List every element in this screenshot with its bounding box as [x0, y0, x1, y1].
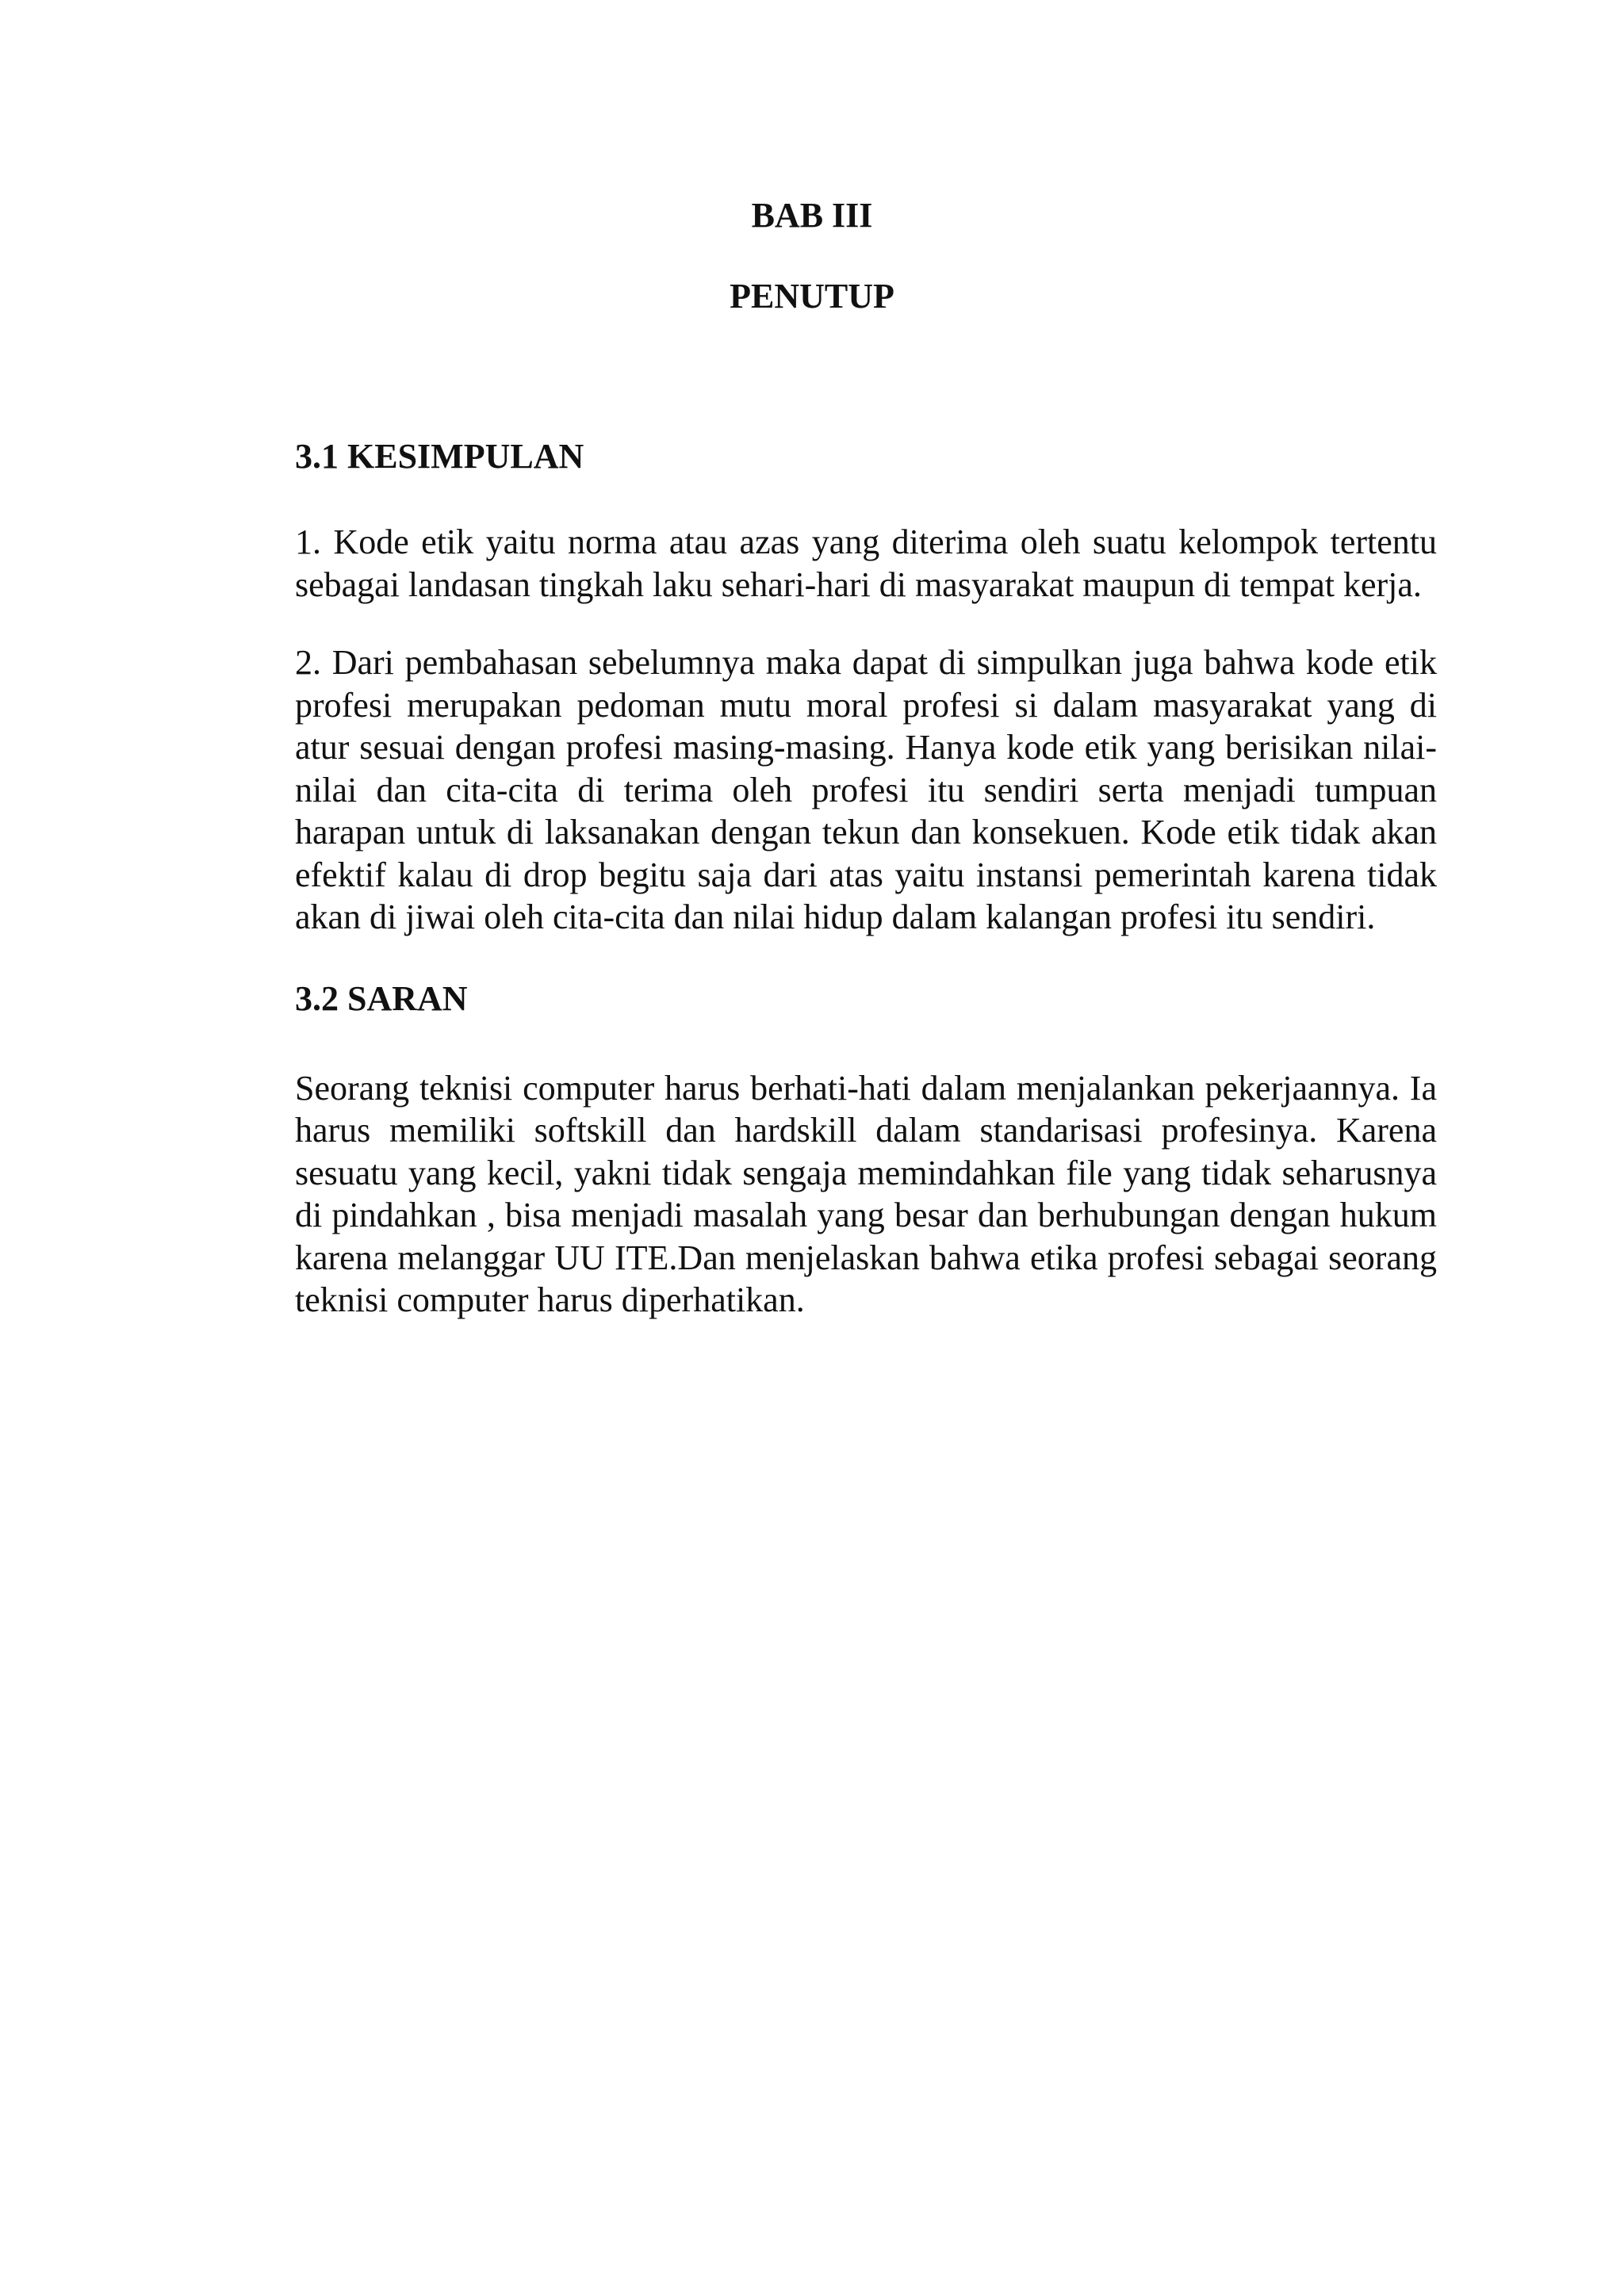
suggestion-paragraph: Seorang teknisi computer harus berhati-hati dalam menjalankan pekerjaannya. Ia harus memiliki softskill dan hardskill dalam standarisasi profesinya. Karena sesuatu yang kecil, yakni tidak sengaja memindahkan file yang tidak seharusnya di pindahkan , bisa menjadi masalah yang besar dan berhubungan dengan hukum karena melanggar UU ITE.Dan menjelaskan bahwa etika profesi sebagai seorang teknisi computer harus diperhatikan. [295, 1068, 1437, 1319]
conclusion-point-2: 2. Dari pembahasan sebelumnya maka dapat di simpulkan juga bahwa kode etik profesi merupakan pedoman mutu moral profesi si dalam masyarakat yang di atur sesuai dengan profesi masing-masing. Hanya kode etik yang berisikan nilai-nilai dan cita-cita di terima oleh profesi itu sendiri serta menjadi tumpuan harapan untuk di laksanakan dengan tekun dan konsekuen. Kode etik tidak akan efektif kalau di drop begitu saja dari atas yaitu instansi pemerintah karena tidak akan di jiwai oleh cita-cita dan nilai hidup dalam kalangan profesi itu sendiri. [295, 643, 1437, 936]
chapter-number: BAB III [751, 196, 873, 235]
conclusion-point-1: 1. Kode etik yaitu norma atau azas yang diterima oleh suatu kelompok tertentu sebagai landasan tingkah laku sehari-hari di masyarakat maupun di tempat kerja. [295, 522, 1437, 604]
chapter-title: PENUTUP [730, 277, 894, 316]
chapter-content [295, 436, 1437, 1322]
section-heading-saran: 3.2 SARAN [295, 978, 468, 1018]
section-heading-kesimpulan: 3.1 KESIMPULAN [295, 437, 584, 476]
